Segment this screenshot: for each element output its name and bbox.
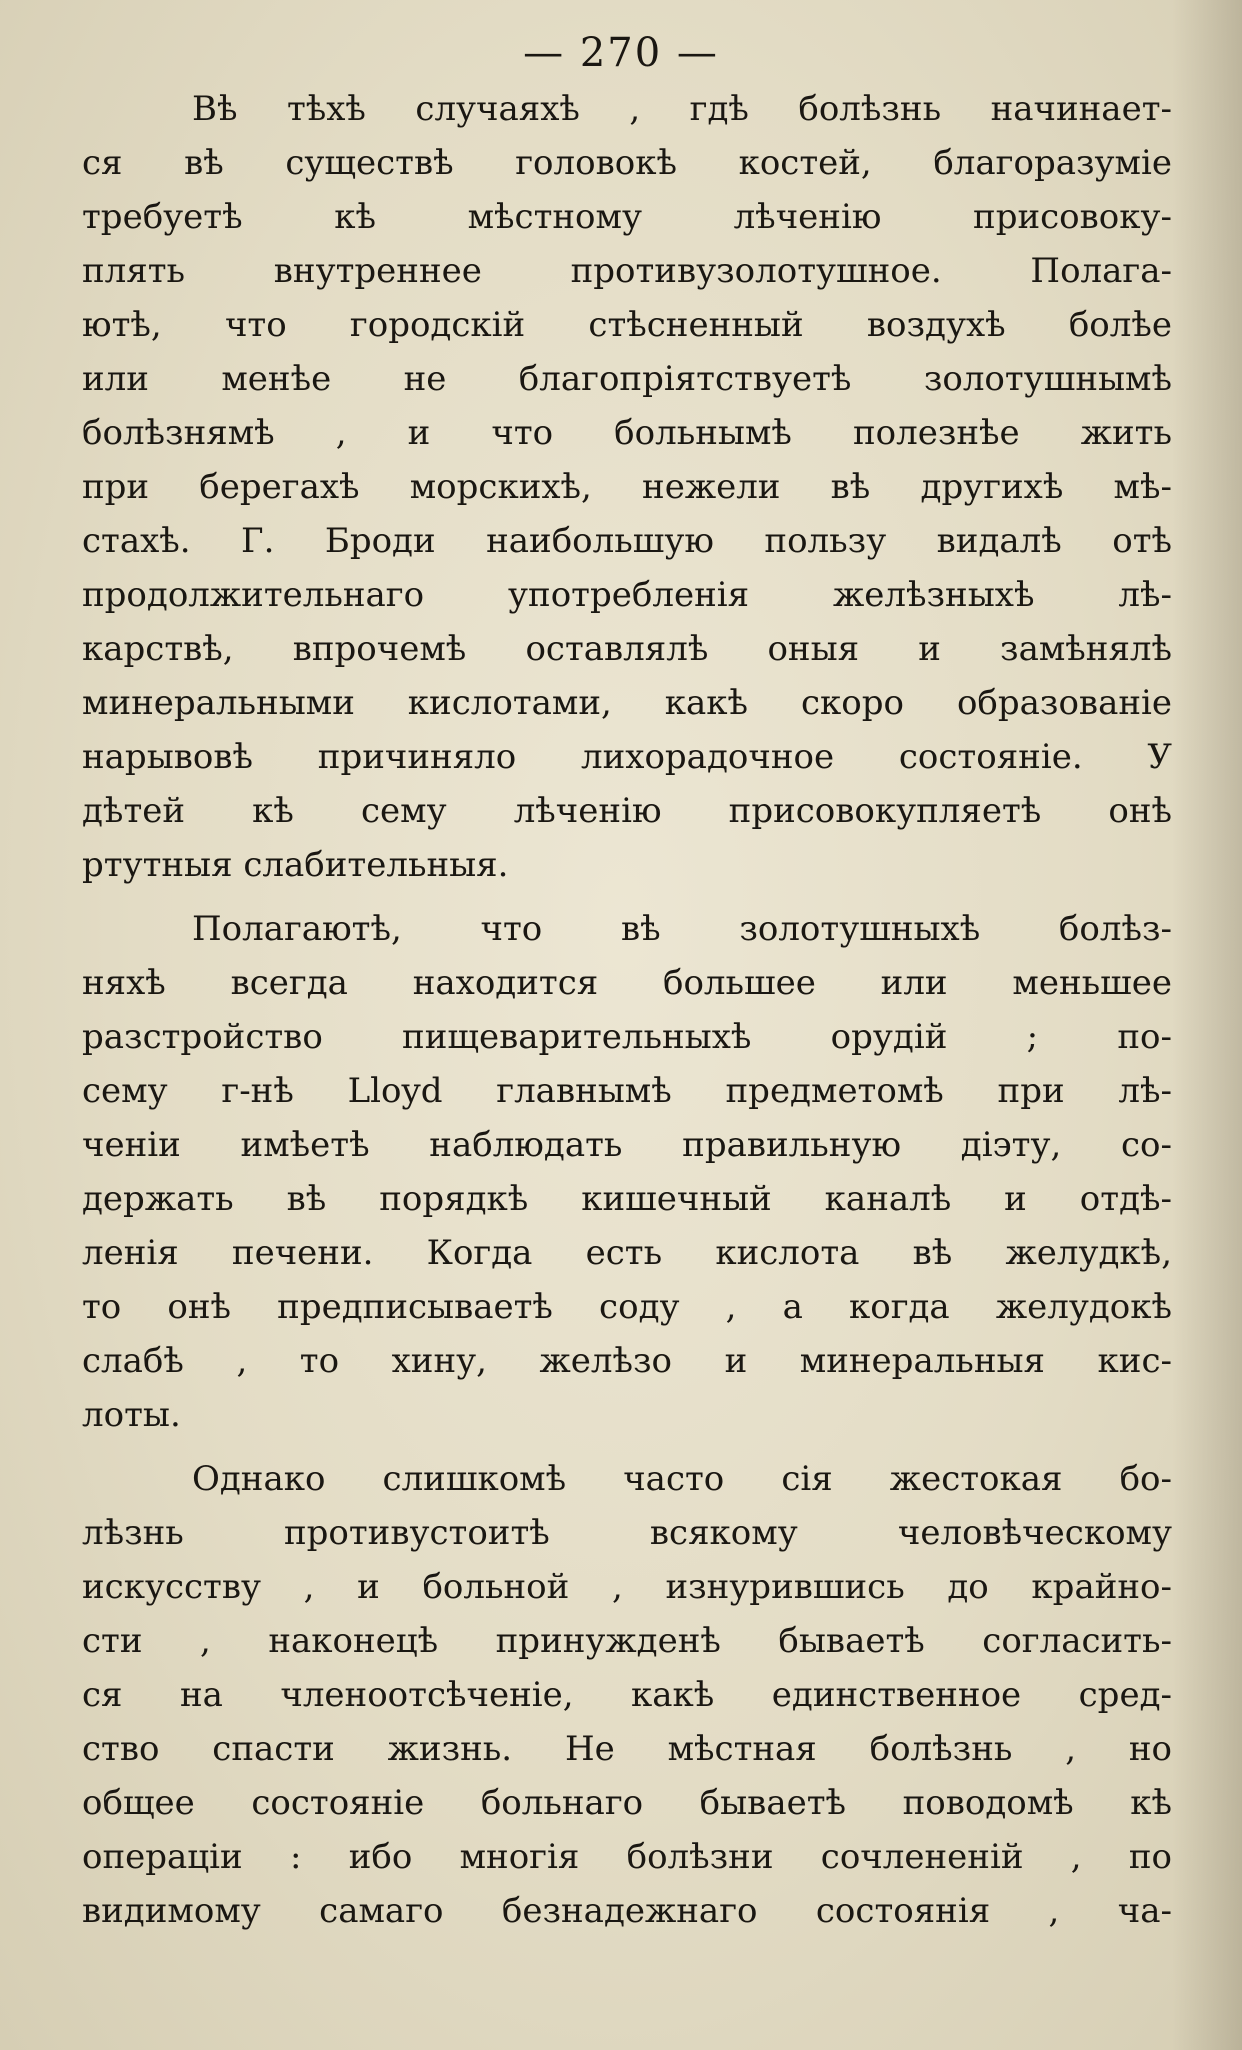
paragraph-3 [82,1452,1172,1938]
text-line: искусству , и больной , изнурившись до крайно- [82,1567,1172,1607]
text-line: слабѣ , то хину, желѣзо и минеральныя кис- [82,1341,1172,1381]
page-number: — 270 — [523,30,719,76]
text-line: продолжительнаго употребленія желѣзныхѣ лѣ- [82,575,1172,615]
text-line: ютѣ, что городскій стѣсненный воздухѣ болѣе [82,305,1172,345]
text-line: болѣзнямѣ , и что больнымѣ полезнѣе жить [82,413,1172,453]
text-line: при берегахѣ морскихѣ, нежели вѣ другихѣ мѣ- [82,467,1172,507]
text-line: ртутныя слабительныя. [82,845,509,885]
text-line: или менѣе не благопріятствуетѣ золотушнымѣ [82,359,1172,399]
text-line: держать вѣ порядкѣ кишечный каналѣ и отдѣ- [82,1179,1172,1219]
text-line: нарывовѣ причиняло лихорадочное состояніе. У [82,737,1172,777]
paragraph-2 [82,902,1172,1442]
text-line: ченіи имѣетѣ наблюдать правильную діэту, со- [82,1125,1172,1165]
page-body [82,82,1172,1938]
text-line: Полагаютѣ, что вѣ золотушныхѣ болѣз- [192,909,1172,949]
text-line: ся вѣ существѣ головокѣ костей, благоразуміе [82,143,1172,183]
text-line: лоты. [82,1395,181,1435]
text-line: дѣтей кѣ сему лѣченію присовокупляетѣ онѣ [82,791,1172,831]
text-line: видимому самаго безнадежнаго состоянія , ча- [82,1891,1172,1931]
text-line: сти , наконецѣ принужденѣ бываетѣ согласить- [82,1621,1172,1661]
text-line: Однако слишкомѣ часто сія жестокая бо- [192,1459,1172,1499]
text-line: няхѣ всегда находится большее или меньшее [82,963,1172,1003]
paragraph-gap [82,1442,1172,1452]
text-line: сему г-нѣ Lloyd главнымѣ предметомѣ при лѣ- [82,1071,1172,1111]
text-line: то онѣ предписываетѣ соду , а когда желудокѣ [82,1287,1172,1327]
text-line: минеральными кислотами, какѣ скоро образованіе [82,683,1172,723]
text-line: плять внутреннее противузолотушное. Полага- [82,251,1172,291]
text-line: ство спасти жизнь. Не мѣстная болѣзнь , но [82,1729,1172,1769]
text-line: лѣзнь противустоитѣ всякому человѣческому [82,1513,1172,1553]
text-line: разстройство пищеварительныхѣ орудій ; по- [82,1017,1172,1057]
text-line: ся на членоотсѣченіе, какѣ единственное сред- [82,1675,1172,1715]
paragraph-1 [82,82,1172,892]
page-gutter-shadow [1172,0,1242,2050]
text-line: требуетѣ кѣ мѣстному лѣченію присовоку- [82,197,1172,237]
paragraph-gap [82,892,1172,902]
text-line: стахѣ. Г. Броди наибольшую пользу видалѣ отѣ [82,521,1172,561]
text-line: ленія печени. Когда есть кислота вѣ желудкѣ, [82,1233,1172,1273]
text-line: карствѣ, впрочемѣ оставлялѣ оныя и замѣнялѣ [82,629,1172,669]
text-line: Вѣ тѣхѣ случаяхѣ , гдѣ болѣзнь начинает- [192,89,1172,129]
text-line: общее состояніе больнаго бываетѣ поводомѣ кѣ [82,1783,1172,1823]
text-line: операціи : ибо многія болѣзни сочлененій , по [82,1837,1172,1877]
